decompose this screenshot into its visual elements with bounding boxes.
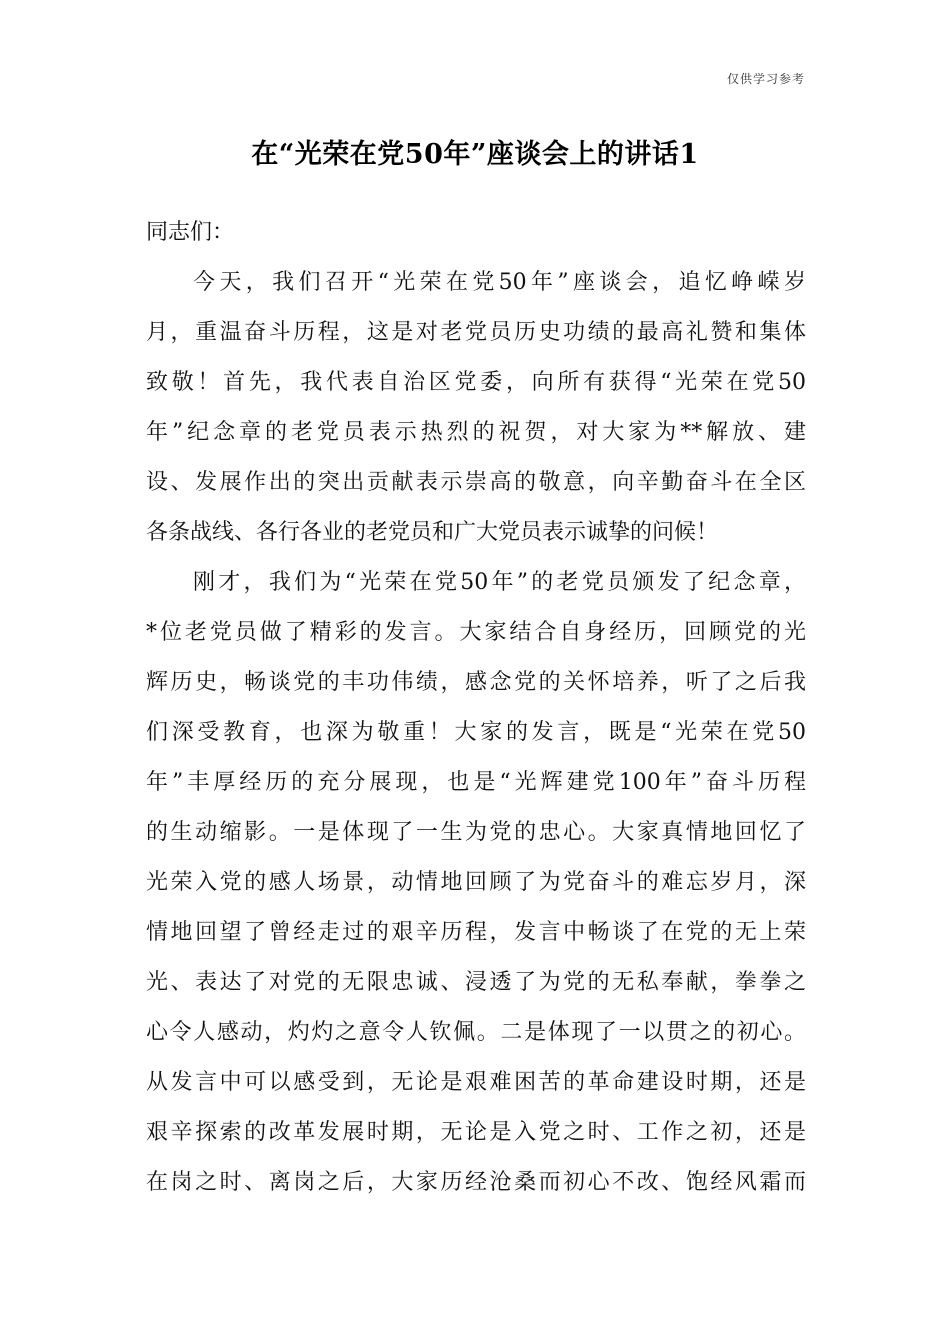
body-line: 刚才，我们为“光荣在党50年”的老党员颁发了纪念章， bbox=[193, 570, 806, 595]
body-line: 在岗之时、离岗之后，大家历经沧桑而初心不改、饱经风霜而 bbox=[146, 1170, 806, 1195]
body-line: 设、发展作出的突出贡献表示崇高的敬意，向辛勤奋斗在全区 bbox=[146, 470, 806, 495]
body-line: 辉历史，畅谈党的丰功伟绩，感念党的关怀培养，听了之后我 bbox=[146, 670, 806, 695]
body-line: 从发言中可以感受到，无论是艰难困苦的革命建设时期，还是 bbox=[146, 1070, 806, 1095]
salutation-line: 同志们： bbox=[146, 220, 235, 245]
body-line: 今天，我们召开“光荣在党50年”座谈会，追忆峥嵘岁 bbox=[193, 270, 806, 295]
body-line: 的生动缩影。一是体现了一生为党的忠心。大家真情地回忆了 bbox=[146, 820, 806, 845]
body-line: 年”纪念章的老党员表示热烈的祝贺，对大家为**解放、建 bbox=[146, 420, 806, 445]
body-line: 月，重温奋斗历程，这是对老党员历史功绩的最高礼赞和集体 bbox=[146, 320, 806, 345]
body-line: 光、表达了对党的无限忠诚、浸透了为党的无私奉献，拳拳之 bbox=[146, 970, 806, 995]
body-line: 光荣入党的感人场景，动情地回顾了为党奋斗的难忘岁月，深 bbox=[146, 870, 806, 895]
document-body bbox=[146, 208, 806, 1208]
body-line: 艰辛探索的改革发展时期，无论是入党之时、工作之初，还是 bbox=[146, 1120, 806, 1145]
body-line: 各条战线、各行各业的老党员和广大党员表示诚挚的问候！ bbox=[146, 520, 719, 545]
body-line: 致敬！首先，我代表自治区党委，向所有获得“光荣在党50 bbox=[146, 370, 806, 395]
body-line: 情地回望了曾经走过的艰辛历程，发言中畅谈了在党的无上荣 bbox=[146, 920, 806, 945]
header-note: 仅供学习参考 bbox=[726, 72, 805, 86]
body-line: 们深受教育，也深为敬重！大家的发言，既是“光荣在党50 bbox=[146, 720, 806, 745]
body-line: 年”丰厚经历的充分展现，也是“光辉建党100年”奋斗历程 bbox=[146, 770, 806, 795]
body-line: *位老党员做了精彩的发言。大家结合自身经历，回顾党的光 bbox=[146, 620, 806, 645]
document-title: 在“光荣在党50年”座谈会上的讲话1 bbox=[251, 139, 699, 170]
body-line: 心令人感动，灼灼之意令人钦佩。二是体现了一以贯之的初心。 bbox=[146, 1020, 806, 1045]
